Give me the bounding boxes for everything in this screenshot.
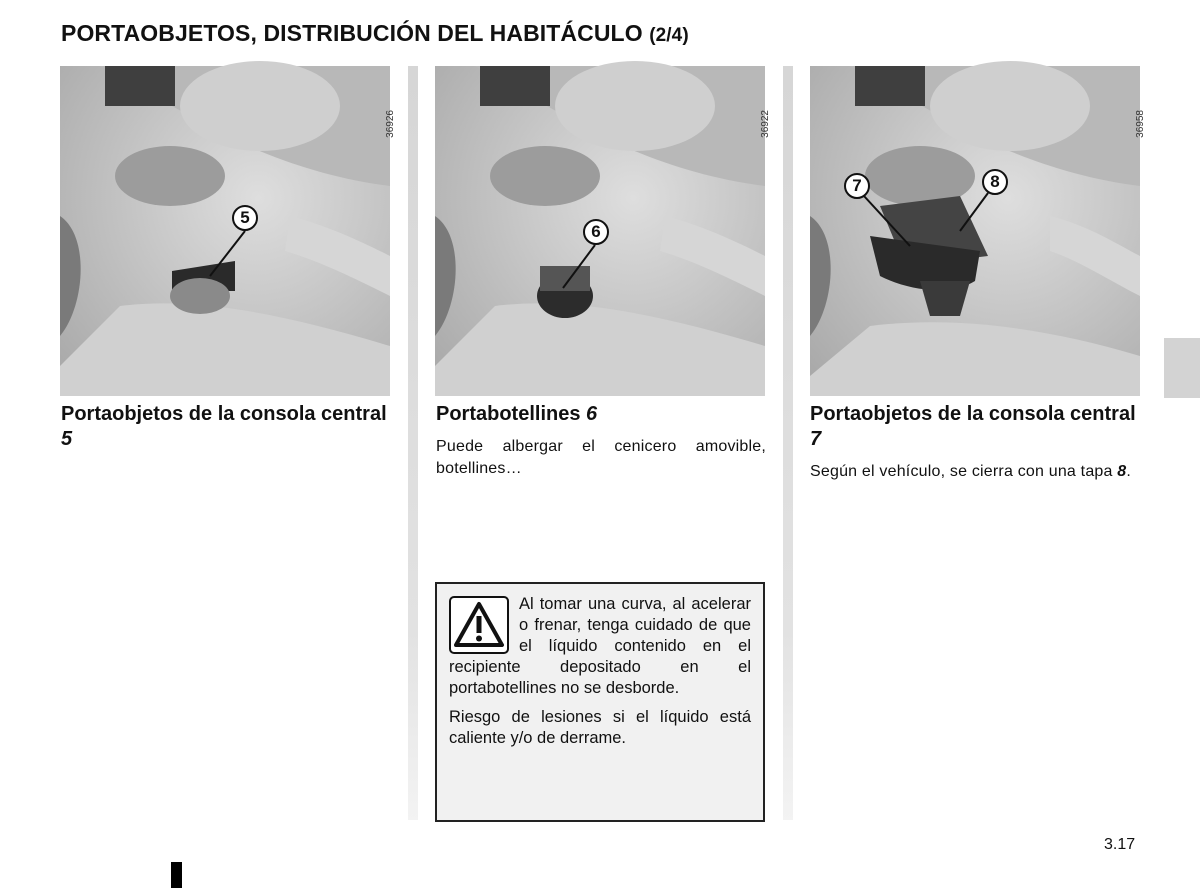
photo-console-storage-5: [60, 66, 396, 396]
section-heading: [436, 402, 766, 427]
image-reference-number: 36922: [760, 110, 771, 138]
photo-bottle-holder-6: [435, 66, 771, 396]
callout-leader-line: [435, 66, 765, 396]
callout-leader-line: [810, 66, 1140, 396]
section-heading-text: Portaobjetos de la consola central: [810, 403, 1136, 425]
section-heading-text: Portaobjetos de la consola central: [61, 403, 387, 425]
warning-paragraph: Riesgo de lesiones si el líquido está caliente y/o de derrame.: [449, 708, 751, 747]
page-title: [61, 20, 689, 47]
section-heading: [810, 402, 1140, 452]
warning-triangle-icon: [449, 596, 509, 654]
warning-paragraph: Al tomar una curva, al acelerar o frenar, tenga cuidado de que el líquido contenido en el recipiente depositado en el portabotellines no se desborde.: [449, 595, 751, 697]
section-heading-ref: 6: [586, 403, 598, 425]
warning-box: [435, 582, 765, 822]
callout-number: 7: [844, 173, 870, 199]
column-divider: [783, 66, 793, 820]
page-number: 3.17: [1104, 836, 1136, 853]
section-body: Puede albergar el cenicero amovible, botellines…: [436, 438, 766, 477]
page-title-part: (2/4): [649, 25, 689, 46]
chapter-tab: [1164, 338, 1200, 398]
section-heading-text: Portabotellines: [436, 403, 581, 425]
callout-number: 8: [982, 169, 1008, 195]
callout-number: 6: [583, 219, 609, 245]
section-body-ref: 8: [1117, 463, 1127, 480]
image-reference-number: 36926: [385, 110, 396, 138]
photo-console-storage-7: [810, 66, 1146, 396]
section-heading-ref: 7: [810, 428, 822, 450]
image-reference-number: 36958: [1135, 110, 1146, 138]
section-heading-ref: 5: [61, 428, 73, 450]
column-divider: [408, 66, 418, 820]
section-body-text: Según el vehículo, se cierra con una tapa: [810, 463, 1113, 480]
section-body-suffix: .: [1126, 463, 1132, 480]
section-body: [810, 461, 1140, 483]
section-heading: [61, 402, 391, 452]
callout-leader-line: [60, 66, 390, 396]
callout-number: 5: [232, 205, 258, 231]
page-title-text: PORTAOBJETOS, DISTRIBUCIÓN DEL HABITÁCULO: [61, 20, 643, 46]
print-mark: [171, 862, 182, 888]
